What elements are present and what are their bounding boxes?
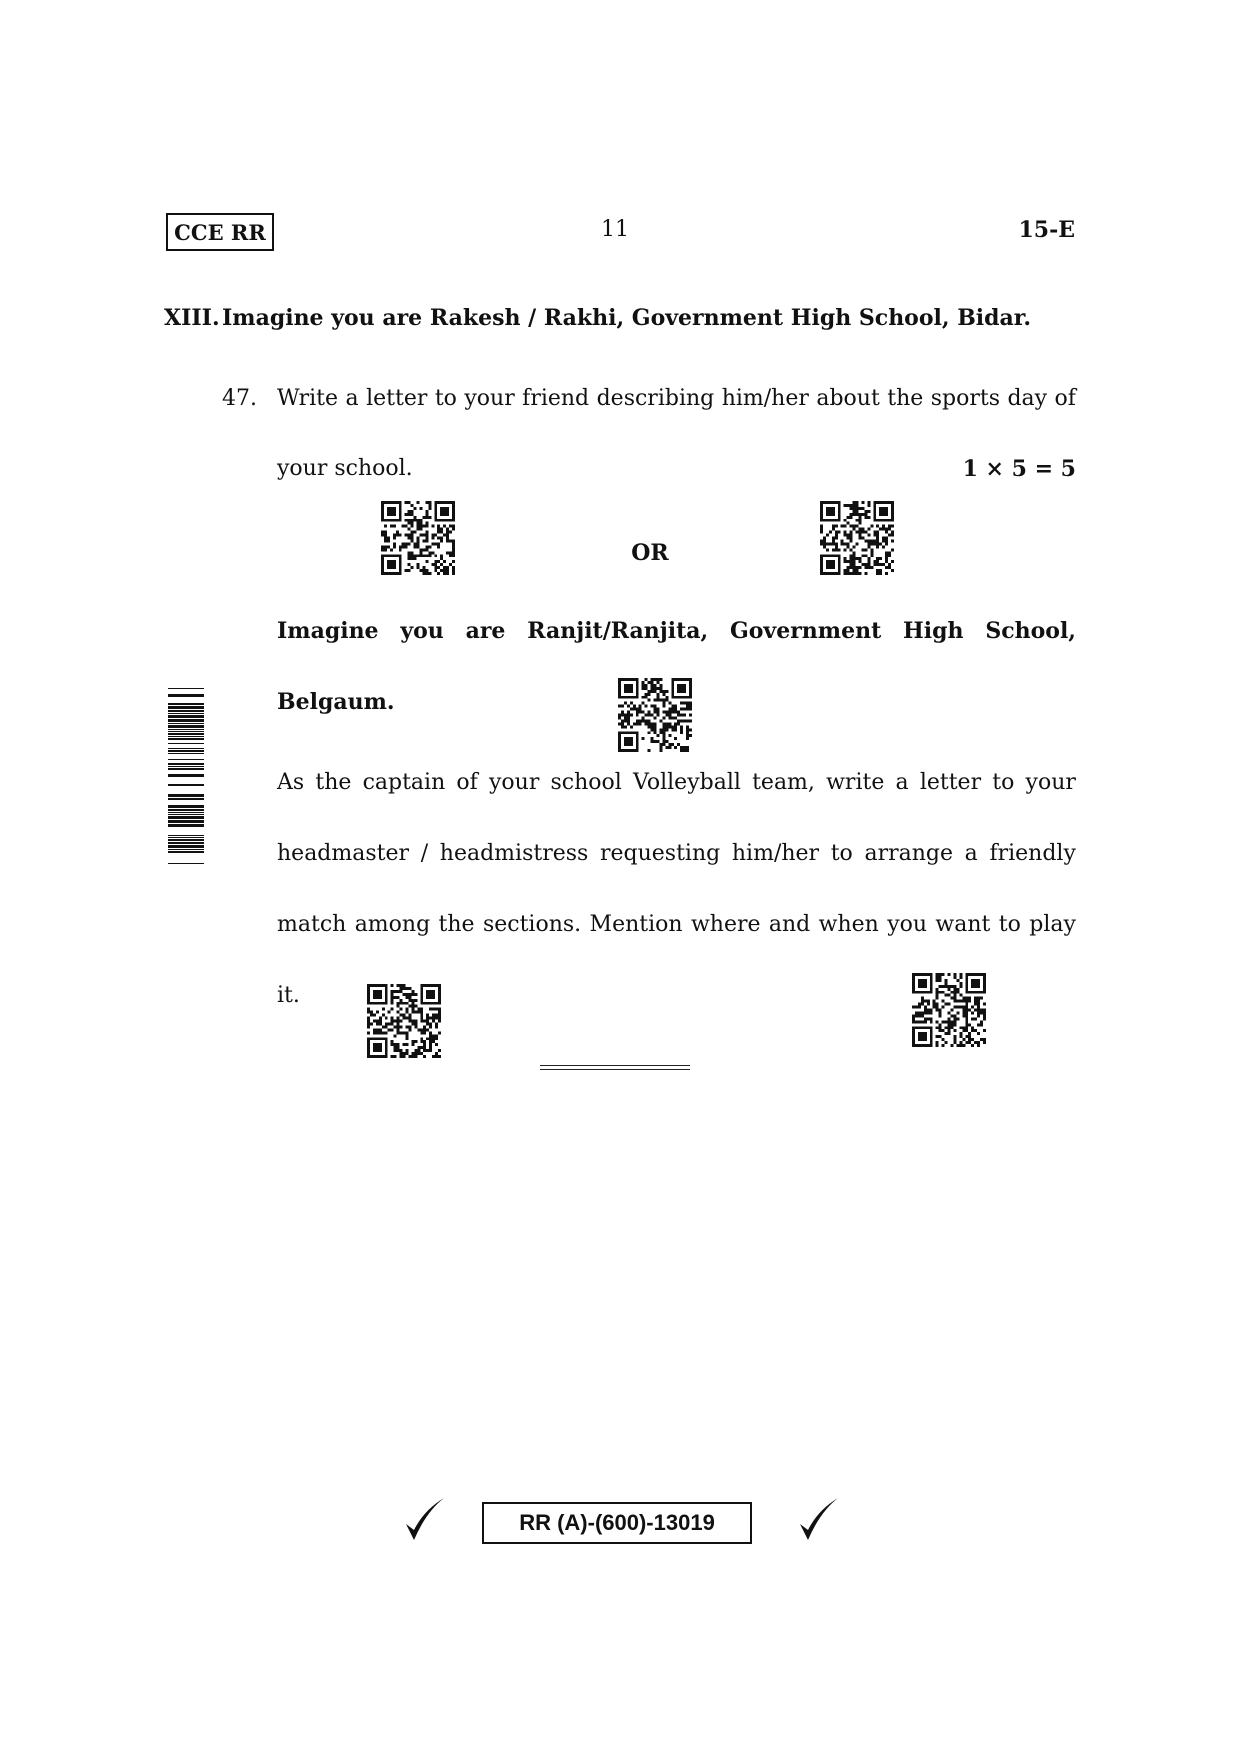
word: are [465, 618, 506, 644]
qr-code-icon [912, 972, 986, 1048]
word: the [438, 912, 475, 937]
word: the [887, 386, 924, 411]
word: friend [522, 386, 590, 411]
word: your [488, 770, 540, 795]
word: a [895, 770, 909, 795]
qr-code-icon [820, 500, 894, 576]
footer-code-box [482, 1502, 752, 1544]
part-b-line-2 [277, 841, 1076, 866]
part-b-line-1 [277, 770, 1076, 795]
word: of [1054, 386, 1076, 411]
word: Volleyball [633, 770, 741, 795]
qr-code-icon [367, 983, 441, 1059]
tick-mark-icon [796, 1496, 840, 1544]
word: team, [752, 770, 815, 795]
word: letter [366, 386, 428, 411]
word: a [964, 841, 978, 866]
paper-code: 15-E [1018, 217, 1075, 243]
word: write [826, 770, 885, 795]
part-b-line-4-text: it. [277, 983, 300, 1008]
word: him/her [731, 841, 820, 866]
qr-code-icon [381, 500, 455, 576]
word: him/her [721, 386, 809, 411]
word: captain [362, 770, 446, 795]
word: want [935, 912, 991, 937]
word: of [456, 770, 478, 795]
word: the [315, 770, 352, 795]
series-label-box [166, 213, 274, 251]
word: Government [729, 618, 882, 644]
word: / [420, 841, 429, 866]
section-number: XIII. [164, 305, 220, 331]
word: to [830, 841, 853, 866]
word: among [354, 912, 431, 937]
word: to [434, 386, 457, 411]
barcode-icon [168, 678, 204, 864]
word: you [887, 912, 928, 937]
word: School, [985, 618, 1076, 644]
qr-code-icon [618, 677, 692, 753]
word: your [464, 386, 515, 411]
word: letter [919, 770, 982, 795]
part-b-intro-line-2-text: Belgaum. [277, 689, 395, 715]
word: to [992, 770, 1015, 795]
series-label: CCE RR [174, 219, 266, 245]
section-instruction: Imagine you are Rakesh / Rakhi, Government High School, Bidar. [222, 305, 1032, 331]
end-rule [540, 1065, 690, 1070]
word: As [277, 770, 305, 795]
word: school [550, 770, 622, 795]
word: your [1025, 770, 1076, 795]
word: Imagine [277, 618, 379, 644]
word: where [690, 912, 761, 937]
word: you [400, 618, 444, 644]
part-b-intro-line-1 [277, 618, 1076, 644]
word: requesting [599, 841, 721, 866]
word: sections. [482, 912, 582, 937]
word: day [1007, 386, 1048, 411]
word: to [998, 912, 1021, 937]
footer-code: RR (A)-(600)-13019 [519, 1510, 715, 1535]
word: High [903, 618, 964, 644]
part-b-line-4 [277, 983, 337, 1008]
word: headmaster [277, 841, 410, 866]
section-heading [164, 305, 1031, 331]
marks-label: 1 × 5 = 5 [962, 456, 1076, 482]
part-a-line-2-text: your school. [277, 456, 413, 481]
word: Write [277, 386, 339, 411]
question-number: 47. [222, 386, 257, 411]
word: arrange [864, 841, 954, 866]
part-b-intro-line-2 [277, 689, 577, 715]
word: friendly [989, 841, 1076, 866]
word: play [1029, 912, 1076, 937]
word: sports [930, 386, 1000, 411]
word: about [816, 386, 880, 411]
part-a-line-1 [277, 386, 1076, 411]
part-b-line-3 [277, 912, 1076, 937]
page-number: 11 [601, 217, 629, 242]
word: Ranjit/Ranjita, [527, 618, 709, 644]
word: Mention [589, 912, 683, 937]
word: describing [596, 386, 715, 411]
word: when [818, 912, 879, 937]
or-label: OR [631, 540, 669, 566]
word: and [768, 912, 811, 937]
tick-mark-icon [402, 1496, 446, 1544]
part-a-line-2 [277, 456, 777, 481]
word: a [345, 386, 359, 411]
word: headmistress [439, 841, 589, 866]
word: match [277, 912, 347, 937]
